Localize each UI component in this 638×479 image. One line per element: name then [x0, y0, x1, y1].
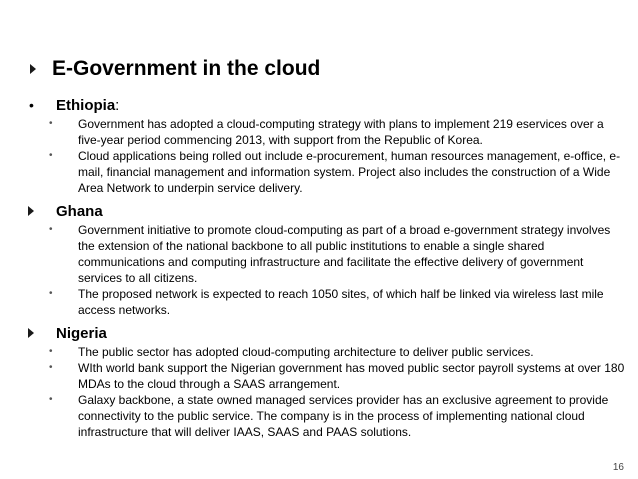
triangle-bullet-icon — [28, 328, 34, 338]
section-items — [28, 116, 628, 196]
list-item: • The public sector has adopted cloud-computing architecture to deliver public services. — [49, 345, 534, 359]
section-heading-row — [28, 200, 628, 222]
sub-bullet-icon: • — [49, 288, 53, 299]
page-number: 16 — [612, 462, 624, 473]
list-item: • Government initiative to promote cloud-computing as part of a broad e-government strategy involves the extension of the national backbone to all public institutions to enable a single shared communications and computing infrastructure and facilitate the effective delivery of government services to all citizens. — [49, 223, 611, 285]
list-item: • Cloud applications being rolled out include e-procurement, human resources management, e-office, e-mail, financial management and information system. Project also includes the construction of a Wide Area Network to underpin service delivery. — [49, 149, 621, 195]
section-items — [28, 222, 628, 318]
section-heading-row — [28, 322, 628, 344]
section-heading: Ethiopia: — [56, 96, 120, 114]
section-heading: Ghana — [56, 202, 103, 220]
section-ghana — [28, 200, 628, 318]
section-ethiopia — [28, 94, 628, 196]
sub-bullet-icon: • — [49, 118, 53, 129]
triangle-bullet-icon — [28, 206, 34, 216]
slide-title-row — [30, 56, 320, 82]
triangle-bullet-icon — [30, 64, 36, 74]
section-heading: Nigeria — [56, 324, 107, 342]
sub-bullet-icon: • — [49, 362, 53, 373]
section-items — [28, 344, 628, 440]
list-item: • Galaxy backbone, a state owned managed services provider has an exclusive agreement to provide connectivity to the public service. The company is in the process of implementing national cloud infrastructure that will deliver IAAS, SAAS and PAAS solutions. — [49, 393, 609, 439]
section-nigeria — [28, 322, 628, 440]
list-item: • The proposed network is expected to reach 1050 sites, of which half be linked via wireless last mile access networks. — [49, 287, 604, 317]
sub-bullet-icon: • — [49, 150, 53, 161]
sub-bullet-icon: • — [49, 224, 53, 235]
slide-content — [28, 94, 628, 444]
bullet-dot-icon: • — [29, 97, 34, 113]
list-item: • WIth world bank support the Nigerian government has moved public sector payroll systems at over 180 MDAs to the cloud through a SAAS arrangement. — [49, 361, 625, 391]
slide-title: E-Government in the cloud — [52, 57, 321, 80]
section-heading-row — [28, 94, 628, 116]
sub-bullet-icon: • — [49, 394, 53, 405]
sub-bullet-icon: • — [49, 346, 53, 357]
list-item: • Government has adopted a cloud-computing strategy with plans to implement 219 eservices over a five-year period commencing 2013, with support from the Republic of Korea. — [49, 117, 604, 147]
